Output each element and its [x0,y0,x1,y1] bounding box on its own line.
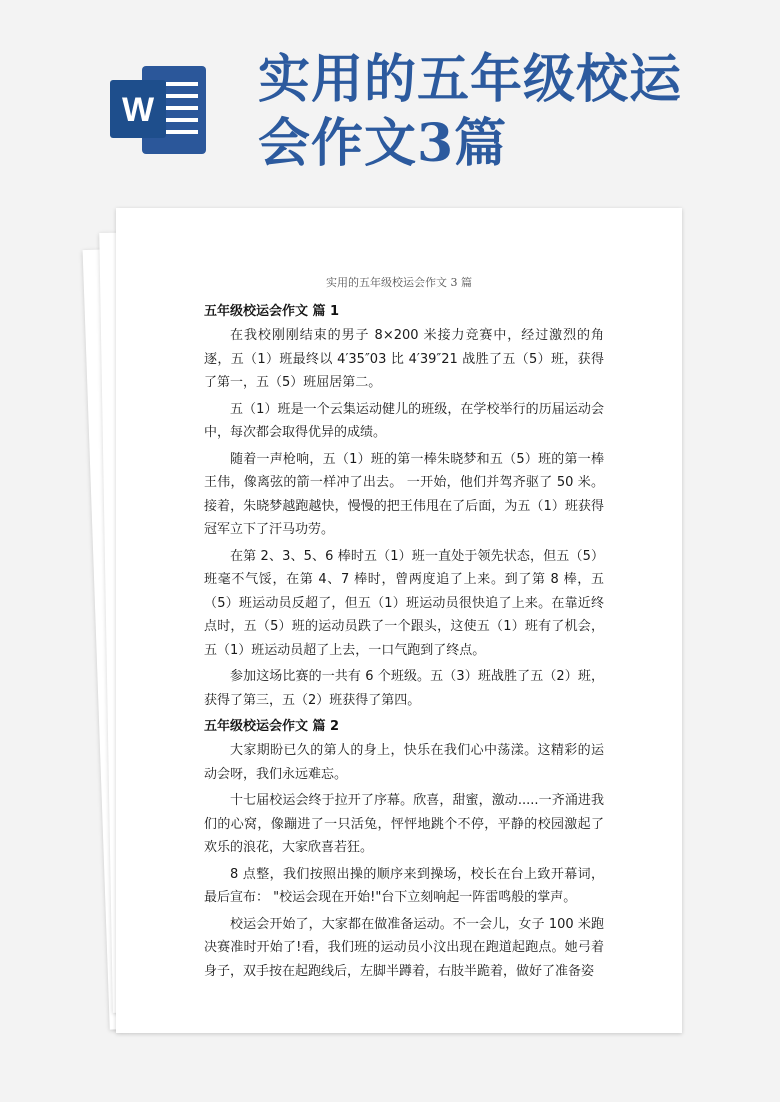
running-header: 实用的五年级校运会作文 3 篇 [326,276,472,289]
paragraph: 参加这场比赛的一共有 6 个班级。五（3）班战胜了五（2）班，获得了第三，五（2）班获得了第四。 [204,669,604,708]
header-banner [0,0,780,200]
section-heading-2: 五年级校运会作文 篇 2 [204,719,340,734]
paragraph: 在我校刚刚结束的男子 8×200 米接力竞赛中，经过激烈的角逐，五（1）班最终以 4′35″03 比 4′39″21 战胜了五（5）班，获得了第一，五（5）班屈居第二。 [204,328,604,390]
document-page [116,208,682,1033]
word-icon-letter: W [121,91,155,129]
paragraph: 随着一声枪响，五（1）班的第一棒朱晓梦和五（5）班的第一棒王伟，像离弦的箭一样冲了出去。 一开始，他们并驾齐驱了 50 米。接着，朱晓梦越跑越快，慢慢的把王伟甩在了后面，为五（1）班获得冠军立下了汗马功劳。 [204,451,604,537]
paragraph: 大家期盼已久的第人的身上，快乐在我们心中荡漾。这精彩的运动会呀，我们永远难忘。 [204,743,604,782]
word-icon [110,62,208,158]
paragraph: 十七届校运会终于拉开了序幕。欣喜，甜蜜，激动.....一齐涌进我们的心窝，像蹦进了一只活兔，怦怦地跳个不停，平静的校园激起了欢乐的浪花，大家欣喜若狂。 [204,793,604,855]
document-body [204,300,604,986]
paragraph: 8 点整，我们按照出操的顺序来到操场，校长在台上致开幕词，最后宣布： "校运会现在开始!"台下立刻响起一阵雷鸣般的掌声。 [204,866,604,905]
paragraph: 校运会开始了，大家都在做准备运动。不一会儿，女子 100 米跑决赛准时开始了!看，我们班的运动员小汶出现在跑道起跑点。她弓着身子，双手按在起跑线后，左脚半蹲着，右肢半跪着，做好了准备姿 [204,916,604,979]
paragraph: 五（1）班是一个云集运动健儿的班级，在学校举行的历届运动会中，每次都会取得优异的成绩。 [204,401,604,440]
title-line-1: 实用的五年级校运 [258,49,683,110]
section-heading-1: 五年级校运会作文 篇 1 [204,304,340,319]
paragraph: 在第 2、3、5、6 棒时五（1）班一直处于领先状态，但五（5）班毫不气馁，在第 4、7 棒时，曾两度追了上来。到了第 8 棒，五（5）班运动员反超了，但五（1）班运动员很快追了上来。在靠近终点时，五（5）班的运动员跌了一个跟头，这使五（1）班有了机会，五（1）班运动员超了上去，一口气跑到了终点。 [204,548,604,658]
title-line-2: 会作文3篇 [258,113,508,174]
page-title [258,48,758,176]
